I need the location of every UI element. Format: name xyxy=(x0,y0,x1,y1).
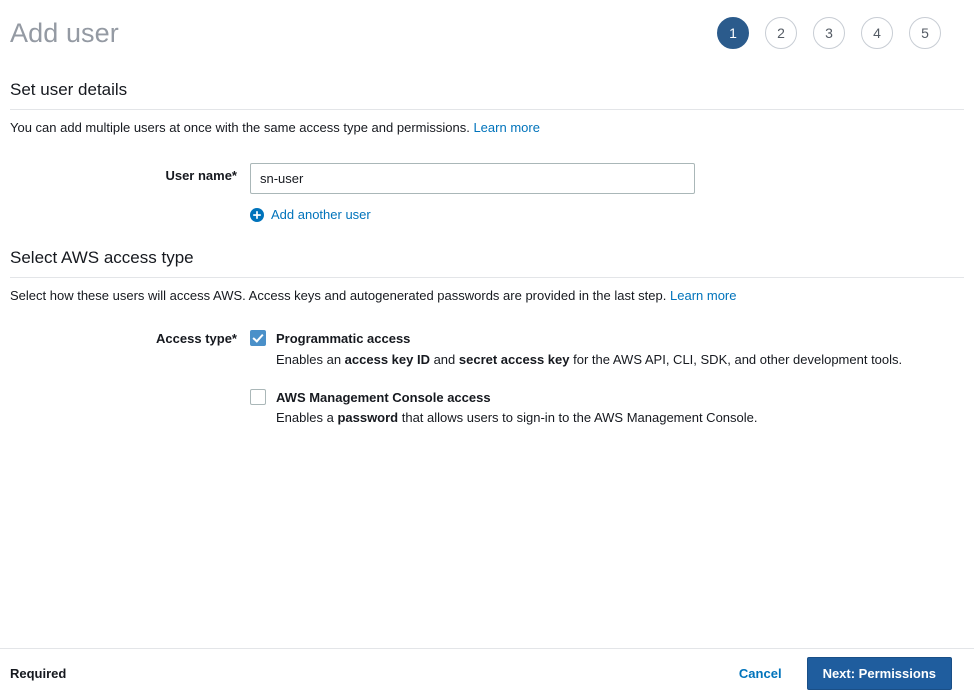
add-another-user-label: Add another user xyxy=(271,207,371,223)
page-title: Add user xyxy=(10,17,119,48)
access-type-description-text: Select how these users will access AWS. Access keys and autogenerated passwords are provided in the last step. xyxy=(10,288,667,304)
ca-desc-part1: Enables a xyxy=(276,409,338,425)
user-details-description-text: You can add multiple users at once with the same access type and permissions. xyxy=(10,120,470,135)
console-access-title: AWS Management Console access xyxy=(276,389,491,405)
required-note: Required xyxy=(10,665,67,681)
username-input[interactable] xyxy=(250,163,695,194)
username-control xyxy=(250,163,964,222)
console-access-description xyxy=(276,408,758,428)
programmatic-access-description xyxy=(276,350,902,370)
ca-desc-part2: that allows users to sign-in to the AWS Management Console. xyxy=(398,409,758,425)
access-type-options xyxy=(250,329,964,446)
console-access-text xyxy=(276,388,758,428)
access-type-heading: Select AWS access type xyxy=(10,248,194,268)
plus-circle-icon xyxy=(250,208,264,222)
step-indicator xyxy=(717,17,941,49)
step-4[interactable]: 4 xyxy=(861,17,893,49)
pa-desc-part1: Enables an xyxy=(276,351,345,367)
username-label: User name* xyxy=(165,168,237,184)
option-console-access[interactable] xyxy=(250,388,964,428)
step-3[interactable]: 3 xyxy=(813,17,845,49)
access-type-learn-more-link[interactable]: Learn more xyxy=(670,288,737,304)
access-type-label: Access type* xyxy=(156,331,237,347)
option-programmatic-access[interactable] xyxy=(250,329,964,369)
pa-desc-bold2: secret access key xyxy=(458,351,570,367)
next-permissions-button[interactable]: Next: Permissions xyxy=(807,657,952,690)
cancel-button[interactable]: Cancel xyxy=(737,660,784,687)
access-type-description xyxy=(10,277,964,305)
step-1[interactable]: 1 xyxy=(717,17,749,49)
ca-desc-bold1: password xyxy=(337,409,399,425)
user-details-description xyxy=(10,109,964,137)
console-access-checkbox[interactable] xyxy=(250,389,266,405)
step-5[interactable]: 5 xyxy=(909,17,941,49)
user-details-heading: Set user details xyxy=(10,80,128,99)
pa-desc-part3: for the AWS API, CLI, SDK, and other development tools. xyxy=(569,351,903,367)
footer-actions xyxy=(737,657,952,690)
access-type-row xyxy=(10,329,964,446)
pa-desc-part2: and xyxy=(429,351,459,367)
programmatic-access-checkbox[interactable] xyxy=(250,330,266,346)
step-2[interactable]: 2 xyxy=(765,17,797,49)
add-another-user-button[interactable] xyxy=(250,207,371,222)
pa-desc-bold1: access key ID xyxy=(344,351,430,367)
username-row xyxy=(10,163,964,222)
user-details-learn-more-link[interactable]: Learn more xyxy=(473,120,540,135)
programmatic-access-title: Programmatic access xyxy=(276,331,411,347)
page-header xyxy=(0,0,974,54)
page-footer xyxy=(0,648,974,697)
page-content xyxy=(0,80,974,446)
programmatic-access-text xyxy=(276,329,902,369)
